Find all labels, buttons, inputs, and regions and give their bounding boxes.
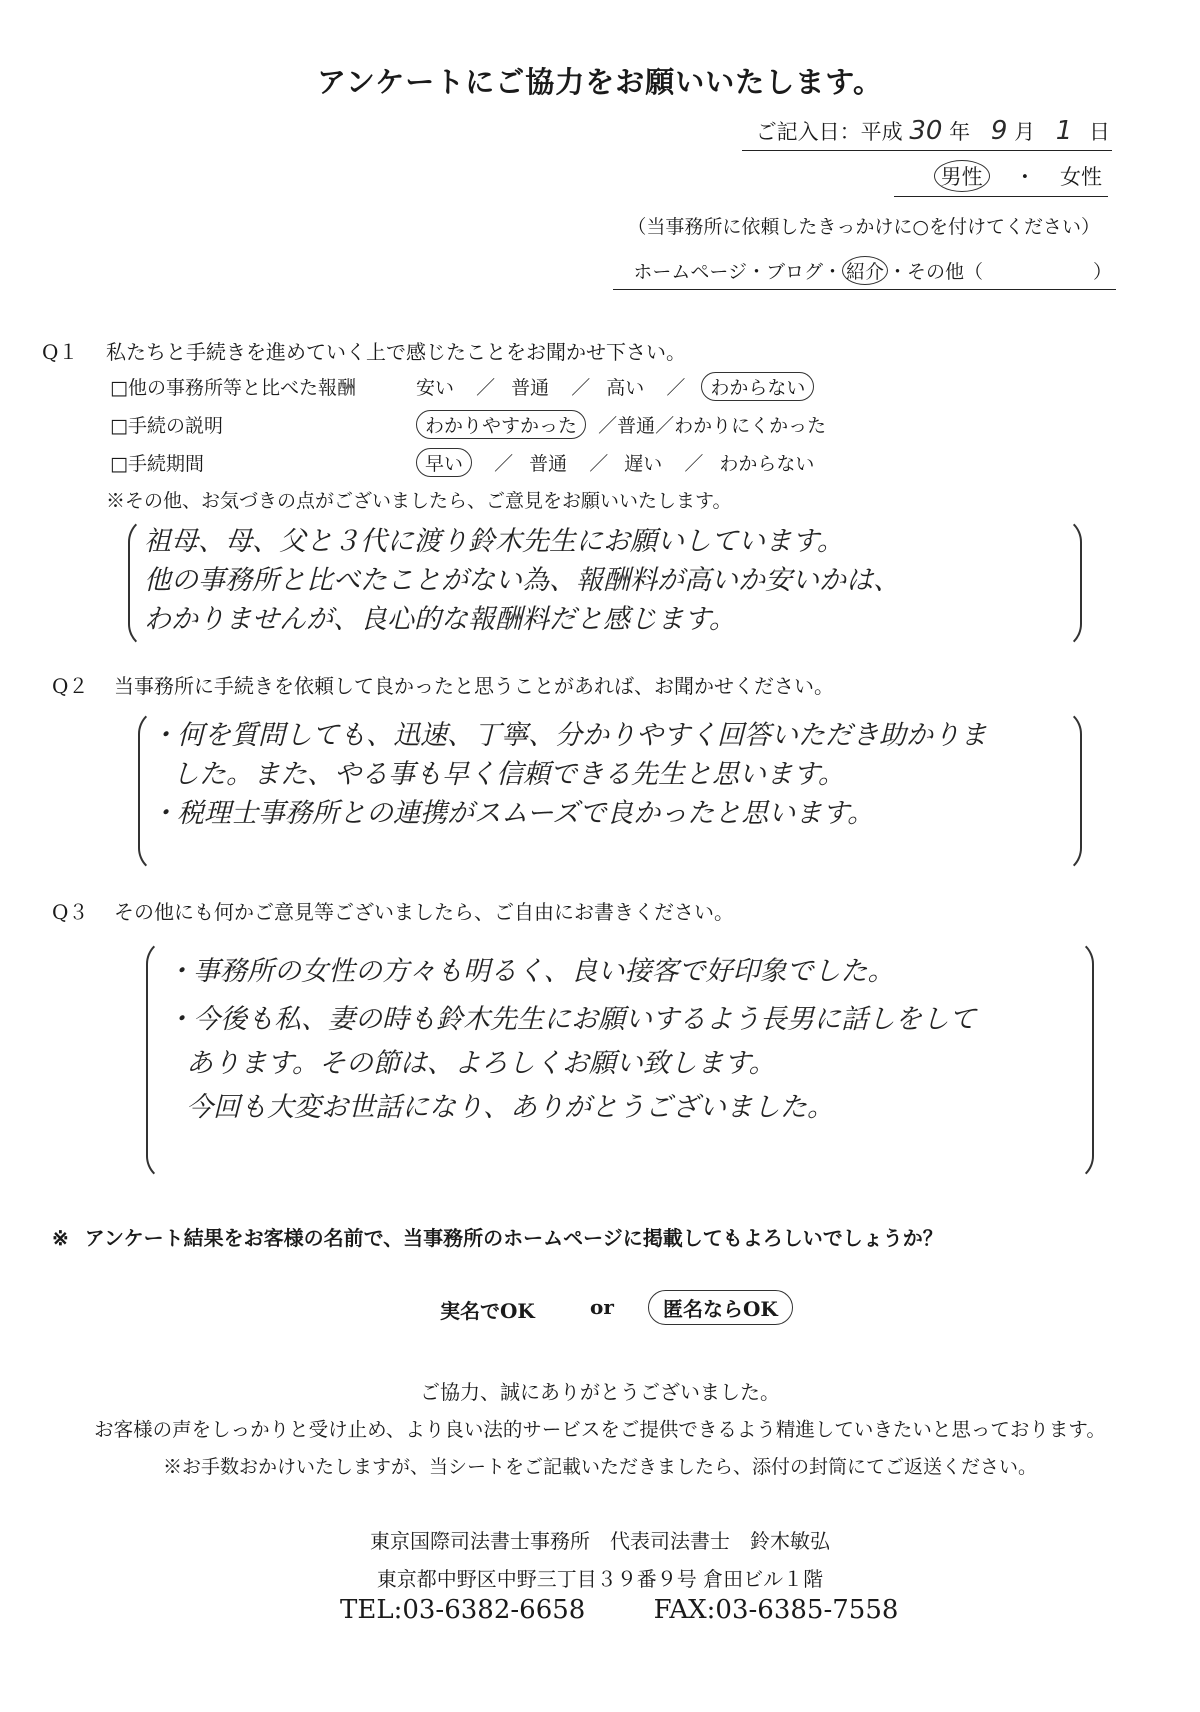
source-other-close: ） <box>1092 261 1112 283</box>
q3-answer-line-3: あります。その節は、よろしくお願い致します。 <box>186 1048 776 1079</box>
q2-answer-line-3: ・税理士事務所との連携がスムーズで良かったと思います。 <box>150 798 875 829</box>
source-referral-circled[interactable]: 紹介 <box>842 256 888 285</box>
date-month: 9 <box>990 116 1008 146</box>
period-option-normal[interactable]: 普通 <box>529 453 568 475</box>
period-separator: ／ <box>589 453 609 475</box>
fee-option-high[interactable]: 高い <box>606 377 645 399</box>
fee-separator: ／ <box>571 377 591 399</box>
closing-commitment: お客様の声をしっかりと受け止め、より良い法的サービスをご提供できるよう精進していきたいと思っております。 <box>94 1418 1106 1441</box>
q1-item-period-label: □手続期間 <box>110 453 204 475</box>
q3-answer-line-4: 今回も大変お世話になり、ありがとうございました。 <box>186 1092 834 1123</box>
gender-female[interactable]: 女性 <box>1060 165 1102 189</box>
date-year: 30 <box>909 116 943 146</box>
fee-option-unknown-circled[interactable]: わからない <box>701 372 814 401</box>
date-month-unit: 月 <box>1014 120 1036 144</box>
fee-separator: ／ <box>476 377 496 399</box>
office-name: 東京国際司法書士事務所 代表司法書士 鈴木敏弘 <box>370 1529 830 1553</box>
q2-answer-line-1: ・何を質問しても、迅速、丁寧、分かりやすく回答いただき助かりま <box>150 720 987 751</box>
date-day-unit: 日 <box>1089 120 1110 144</box>
source-homepage[interactable]: ホームページ・ブログ・ <box>633 261 842 283</box>
fee-separator: ／ <box>666 377 686 399</box>
source-selection <box>613 256 1116 290</box>
q1-text: 私たちと手続きを進めていく上で感じたことをお聞かせ下さい。 <box>106 340 686 364</box>
gender-separator: ・ <box>1014 165 1036 189</box>
q2-answer-line-2: した。また、やる事も早く信頼できる先生と思います。 <box>172 759 845 790</box>
q2-text: 当事務所に手続きを依頼して良かったと思うことがあれば、お聞かせください。 <box>114 674 834 698</box>
q1-item-fee-label: □他の事務所等と比べた報酬 <box>110 377 356 399</box>
q1-other-prompt: ※その他、お気づきの点がございましたら、ご意見をお願いいたします。 <box>106 490 732 512</box>
explanation-options-rest[interactable]: ／普通／わかりにくかった <box>598 415 827 437</box>
q2-label: Q２ <box>52 674 89 698</box>
q3-label: Q３ <box>52 900 89 924</box>
q1-item-period <box>110 448 820 477</box>
publish-question-text: アンケート結果をお客様の名前で、当事務所のホームページに掲載してもよろしいでしょうか？ <box>84 1226 943 1250</box>
q1-item-fee <box>110 372 820 401</box>
source-other[interactable]: ・その他（ <box>887 261 983 283</box>
q1-answer-line-1: 祖母、母、父と３代に渡り鈴木先生にお願いしています。 <box>144 526 844 557</box>
q3-answer-line-1: ・事務所の女性の方々も明るく、良い接客で好印象でした。 <box>166 956 895 987</box>
trigger-note: （当事務所に依頼したきっかけに○を付けてください） <box>627 216 1100 238</box>
q1-label: Q１ <box>42 340 79 364</box>
publish-question <box>52 1222 943 1251</box>
office-address: 東京都中野区中野三丁目３９番９号 倉田ビル１階 <box>376 1567 824 1591</box>
fee-option-cheap[interactable]: 安い <box>416 377 455 399</box>
q3-text: その他にも何かご意見等ございましたら、ご自由にお書きください。 <box>114 900 734 924</box>
office-tel: TEL:03-6382-6658 <box>340 1595 586 1625</box>
date-prefix: ご記入日：平成 <box>755 120 903 144</box>
q1-answer-line-2: 他の事務所と比べたことがない為、報酬料が高いか安いかは、 <box>144 565 900 596</box>
q1-answer-line-3: わかりませんが、良心的な報酬料だと感じます。 <box>144 604 736 635</box>
period-separator: ／ <box>684 453 704 475</box>
closing-return-note: ※お手数おかけいたしますが、当シートをご記載いただきましたら、添付の封筒にてご返送ください。 <box>162 1456 1037 1478</box>
publish-mark: ※ <box>52 1226 69 1250</box>
period-option-unknown[interactable]: わからない <box>719 453 815 475</box>
date-day: 1 <box>1055 116 1073 146</box>
fee-option-normal[interactable]: 普通 <box>511 377 550 399</box>
period-separator: ／ <box>494 453 514 475</box>
q1-item-explanation <box>110 410 832 439</box>
date-year-unit: 年 <box>949 120 971 144</box>
publish-real-name-option[interactable]: 実名でOK <box>440 1299 535 1323</box>
explanation-option-clear-circled[interactable]: わかりやすかった <box>416 410 586 439</box>
gender-selection <box>894 160 1108 197</box>
page-title: アンケートにご協力をお願いいたします。 <box>317 65 883 99</box>
q3-answer-line-2: ・今後も私、妻の時も鈴木先生にお願いするよう長男に話しをして <box>166 1004 976 1035</box>
publish-anonymous-option-circled[interactable]: 匿名ならOK <box>648 1290 793 1325</box>
gender-male-circled[interactable]: 男性 <box>934 160 990 192</box>
publish-or: or <box>590 1295 614 1319</box>
period-option-fast-circled[interactable]: 早い <box>416 448 472 477</box>
entry-date <box>742 116 1112 151</box>
closing-thanks: ご協力、誠にありがとうございました。 <box>420 1380 780 1404</box>
office-contact <box>340 1595 898 1625</box>
office-fax: FAX:03-6385-7558 <box>653 1595 899 1625</box>
period-option-slow[interactable]: 遅い <box>624 453 663 475</box>
q1-item-explanation-label: □手続の説明 <box>110 415 223 437</box>
